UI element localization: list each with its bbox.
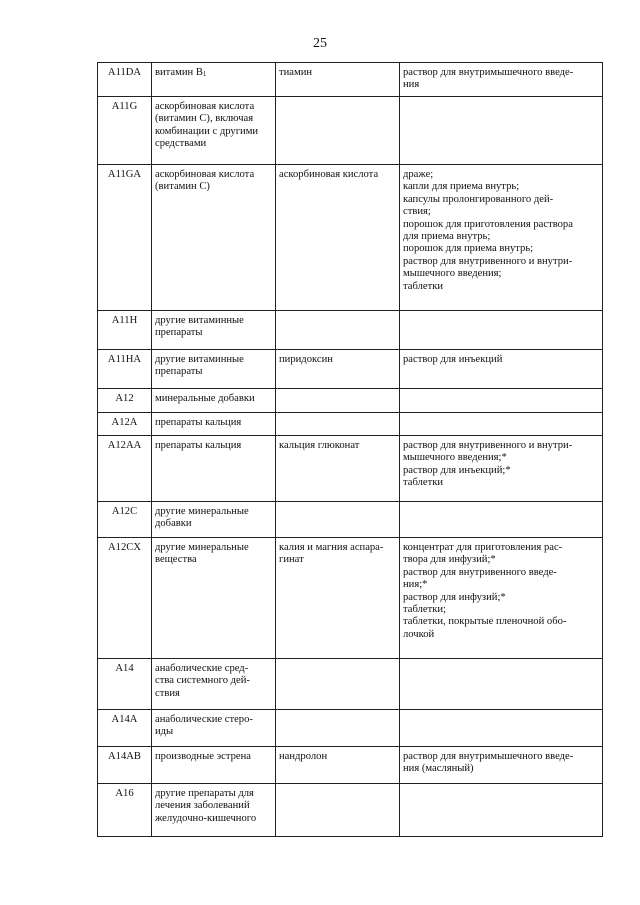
table-row bbox=[98, 311, 603, 350]
substance-cell bbox=[276, 710, 400, 747]
group-cell-line: ства системного дей- bbox=[155, 675, 250, 687]
dosage-form-cell-line: порошок для приема внутрь; bbox=[403, 243, 534, 255]
atc-code-cell: A12A bbox=[98, 413, 152, 436]
group-cell-line: аскорбиновая кислота bbox=[155, 169, 255, 180]
group-cell-line: производные эстрена bbox=[155, 751, 251, 762]
group-cell bbox=[152, 97, 276, 165]
table-row bbox=[98, 538, 603, 659]
atc-code-cell: A14A bbox=[98, 710, 152, 747]
dosage-form-cell-line: капсулы пролонгированного дей- bbox=[403, 193, 554, 205]
table-row bbox=[98, 63, 603, 97]
group-cell bbox=[152, 350, 276, 389]
dosage-form-cell-line: раствор для внутримышечного введе- bbox=[403, 67, 574, 78]
group-cell-line: добавки bbox=[155, 518, 192, 530]
dosage-form-cell-line: твора для инфузий;* bbox=[403, 554, 496, 566]
table-row bbox=[98, 350, 603, 389]
group-cell-line: комбинации с другими bbox=[155, 125, 259, 137]
substance-cell bbox=[276, 350, 400, 389]
dosage-form-cell-line: лочкой bbox=[403, 628, 435, 640]
table-row bbox=[98, 436, 603, 502]
dosage-form-cell-line: раствор для инфузий;* bbox=[403, 591, 506, 603]
group-cell-line: иды bbox=[155, 726, 174, 738]
atc-code-cell: A12CX bbox=[98, 538, 152, 659]
dosage-form-cell bbox=[400, 311, 603, 350]
dosage-form-cell-line: таблетки, покрытые пленочной обо- bbox=[403, 616, 567, 628]
group-cell-line: минеральные добавки bbox=[155, 393, 255, 404]
atc-code-cell: A14 bbox=[98, 659, 152, 710]
substance-cell-line: нандролон bbox=[279, 751, 328, 762]
group-cell-line: средствами bbox=[155, 138, 207, 150]
substance-cell-line: кальция глюконат bbox=[279, 440, 360, 451]
substance-cell bbox=[276, 784, 400, 837]
group-cell-line: препараты кальция bbox=[155, 417, 242, 428]
atc-code-cell: A12C bbox=[98, 502, 152, 538]
table-row bbox=[98, 710, 603, 747]
atc-code-cell: A11GA bbox=[98, 165, 152, 311]
substance-cell bbox=[276, 97, 400, 165]
substance-cell-line: пиридоксин bbox=[279, 354, 333, 365]
substance-cell-line: аскорбиновая кислота bbox=[279, 169, 379, 180]
dosage-form-cell bbox=[400, 538, 603, 659]
dosage-form-cell-line: раствор для внутривенного и внутри- bbox=[403, 440, 573, 451]
substance-cell bbox=[276, 389, 400, 413]
group-cell bbox=[152, 311, 276, 350]
dosage-form-cell bbox=[400, 502, 603, 538]
group-cell bbox=[152, 436, 276, 502]
dosage-form-cell-line: ствия; bbox=[403, 206, 431, 218]
group-cell bbox=[152, 747, 276, 784]
table-row bbox=[98, 389, 603, 413]
group-cell-line: витамин $B_1$ bbox=[155, 67, 207, 78]
group-cell bbox=[152, 165, 276, 311]
dosage-form-cell bbox=[400, 350, 603, 389]
group-cell-line: другие витаминные bbox=[155, 315, 244, 326]
group-cell-line: (витамин C) bbox=[155, 181, 210, 193]
group-cell bbox=[152, 538, 276, 659]
substance-cell bbox=[276, 165, 400, 311]
table-row bbox=[98, 659, 603, 710]
dosage-form-cell-line: раствор для внутривенного и внутри- bbox=[403, 255, 573, 267]
dosage-form-cell-line: раствор для внутривенного введе- bbox=[403, 566, 557, 578]
table-row bbox=[98, 747, 603, 784]
dosage-form-cell-line: капли для приема внутрь; bbox=[403, 181, 520, 193]
substance-cell bbox=[276, 436, 400, 502]
atc-code-cell: A12AA bbox=[98, 436, 152, 502]
dosage-form-cell bbox=[400, 747, 603, 784]
group-cell bbox=[152, 710, 276, 747]
table-row bbox=[98, 784, 603, 837]
dosage-form-cell bbox=[400, 389, 603, 413]
atc-code-cell: A12 bbox=[98, 389, 152, 413]
atc-code-cell: A14AB bbox=[98, 747, 152, 784]
group-cell-line: другие витаминные bbox=[155, 354, 244, 365]
substance-cell bbox=[276, 747, 400, 784]
substance-cell bbox=[276, 659, 400, 710]
atc-code-cell: A11DA bbox=[98, 63, 152, 97]
group-cell-line: препараты bbox=[155, 327, 203, 339]
group-cell bbox=[152, 413, 276, 436]
substance-cell-line: гинат bbox=[279, 554, 304, 566]
dosage-form-cell-line: для приема внутрь; bbox=[403, 231, 491, 243]
table-row bbox=[98, 97, 603, 165]
dosage-form-cell-line: драже; bbox=[403, 169, 434, 180]
group-cell-line: вещества bbox=[155, 554, 197, 566]
substance-cell-line: калия и магния аспара- bbox=[279, 542, 384, 553]
subscript: 1 bbox=[202, 70, 207, 78]
group-cell-line: желудочно-кишечного bbox=[155, 812, 257, 824]
dosage-form-cell-line: ния;* bbox=[403, 579, 428, 591]
dosage-form-cell-line: ния (масляный) bbox=[403, 763, 474, 775]
drug-table bbox=[97, 62, 603, 837]
group-cell-line: ствия bbox=[155, 687, 180, 699]
group-cell-line: аскорбиновая кислота bbox=[155, 101, 255, 112]
group-cell-line: препараты кальция bbox=[155, 440, 242, 451]
group-cell bbox=[152, 784, 276, 837]
dosage-form-cell-line: раствор для инъекций bbox=[403, 354, 503, 365]
group-cell-line: другие препараты для bbox=[155, 788, 254, 799]
dosage-form-cell bbox=[400, 710, 603, 747]
group-cell-line: (витамин C), включая bbox=[155, 113, 254, 125]
substance-cell-line: тиамин bbox=[279, 67, 313, 78]
dosage-form-cell bbox=[400, 97, 603, 165]
substance-cell bbox=[276, 413, 400, 436]
dosage-form-cell-line: таблетки bbox=[403, 280, 444, 292]
atc-code-cell: A16 bbox=[98, 784, 152, 837]
dosage-form-cell bbox=[400, 436, 603, 502]
table-row bbox=[98, 502, 603, 538]
group-cell bbox=[152, 502, 276, 538]
dosage-form-cell-line: раствор для внутримышечного введе- bbox=[403, 751, 574, 762]
table-row bbox=[98, 413, 603, 436]
substance-cell bbox=[276, 538, 400, 659]
atc-code-cell: A11G bbox=[98, 97, 152, 165]
dosage-form-cell-line: мышечного введения; bbox=[403, 268, 502, 280]
group-cell-line: другие минеральные bbox=[155, 506, 249, 517]
dosage-form-cell-line: ния bbox=[403, 79, 420, 91]
group-cell-line: анаболические стеро- bbox=[155, 714, 253, 725]
group-cell-line: препараты bbox=[155, 366, 203, 378]
dosage-form-cell-line: раствор для инъекций;* bbox=[403, 464, 511, 476]
dosage-form-cell bbox=[400, 63, 603, 97]
dosage-form-cell-line: таблетки; bbox=[403, 604, 446, 616]
dosage-form-cell bbox=[400, 413, 603, 436]
dosage-form-cell-line: таблетки bbox=[403, 477, 444, 489]
substance-cell bbox=[276, 502, 400, 538]
atc-code-cell: A11H bbox=[98, 311, 152, 350]
dosage-form-cell-line: мышечного введения;* bbox=[403, 452, 507, 464]
dosage-form-cell-line: порошок для приготовления раствора bbox=[403, 218, 573, 230]
group-cell-line: другие минеральные bbox=[155, 542, 249, 553]
atc-code-cell: A11HA bbox=[98, 350, 152, 389]
group-cell bbox=[152, 659, 276, 710]
dosage-form-cell-line: концентрат для приготовления рас- bbox=[403, 542, 563, 553]
table-row bbox=[98, 165, 603, 311]
substance-cell bbox=[276, 63, 400, 97]
dosage-form-cell bbox=[400, 784, 603, 837]
page-number: 25 bbox=[313, 36, 327, 51]
group-cell bbox=[152, 63, 276, 97]
group-cell-line: лечения заболеваний bbox=[155, 800, 250, 812]
substance-cell bbox=[276, 311, 400, 350]
group-cell bbox=[152, 389, 276, 413]
dosage-form-cell bbox=[400, 165, 603, 311]
dosage-form-cell bbox=[400, 659, 603, 710]
group-cell-line: анаболические сред- bbox=[155, 663, 249, 674]
